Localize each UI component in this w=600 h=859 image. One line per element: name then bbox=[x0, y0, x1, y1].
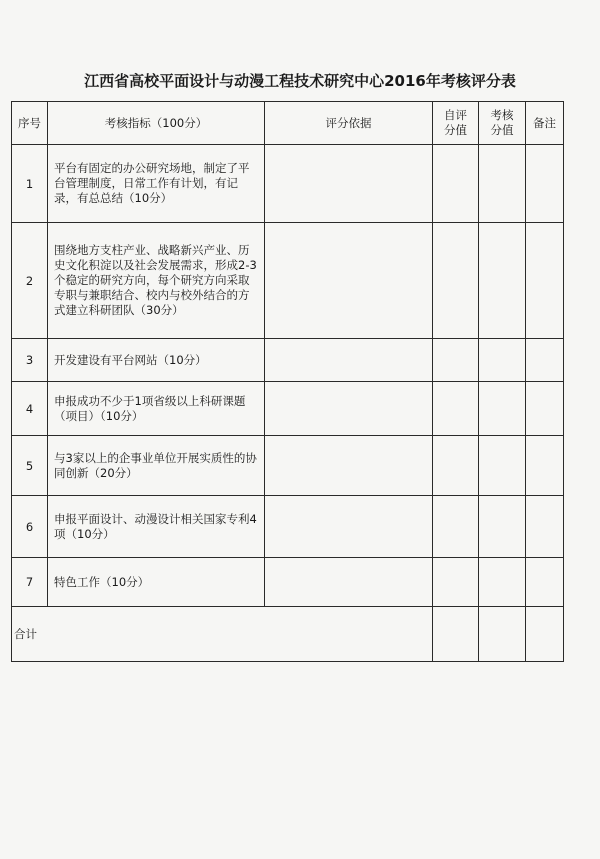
header-review-score-line2: 分值 bbox=[490, 123, 514, 137]
row-basis-cell[interactable] bbox=[265, 339, 433, 382]
row-criteria: 与3家以上的企事业单位开展实质性的协同创新（20分） bbox=[48, 436, 265, 496]
row-remarks-cell[interactable] bbox=[526, 558, 564, 607]
total-row bbox=[12, 607, 564, 662]
total-self-score-cell[interactable] bbox=[433, 607, 479, 662]
row-basis-cell[interactable] bbox=[265, 223, 433, 339]
header-seq: 序号 bbox=[12, 102, 48, 145]
row-review-score-cell[interactable] bbox=[479, 145, 526, 223]
header-row bbox=[12, 102, 564, 145]
row-remarks-cell[interactable] bbox=[526, 223, 564, 339]
table-row bbox=[12, 223, 564, 339]
row-review-score-cell[interactable] bbox=[479, 558, 526, 607]
row-review-score-cell[interactable] bbox=[479, 223, 526, 339]
row-basis-cell[interactable] bbox=[265, 436, 433, 496]
row-seq: 3 bbox=[12, 339, 48, 382]
table-row bbox=[12, 382, 564, 436]
row-review-score-cell[interactable] bbox=[479, 339, 526, 382]
table-row bbox=[12, 558, 564, 607]
header-review-score-line1: 考核 bbox=[490, 108, 514, 122]
row-basis-cell[interactable] bbox=[265, 496, 433, 558]
row-remarks-cell[interactable] bbox=[526, 145, 564, 223]
row-seq: 1 bbox=[12, 145, 48, 223]
row-self-score-cell[interactable] bbox=[433, 223, 479, 339]
header-self-score-line1: 自评 bbox=[444, 108, 467, 122]
header-basis: 评分依据 bbox=[265, 102, 433, 145]
table-row bbox=[12, 436, 564, 496]
row-self-score-cell[interactable] bbox=[433, 145, 479, 223]
table-row bbox=[12, 145, 564, 223]
row-self-score-cell[interactable] bbox=[433, 339, 479, 382]
row-remarks-cell[interactable] bbox=[526, 339, 564, 382]
row-basis-cell[interactable] bbox=[265, 558, 433, 607]
row-seq: 6 bbox=[12, 496, 48, 558]
header-criteria: 考核指标（100分） bbox=[48, 102, 265, 145]
table-row bbox=[12, 339, 564, 382]
total-remarks-cell[interactable] bbox=[526, 607, 564, 662]
row-criteria: 申报平面设计、动漫设计相关国家专利4项（10分） bbox=[48, 496, 265, 558]
row-self-score-cell[interactable] bbox=[433, 436, 479, 496]
row-seq: 2 bbox=[12, 223, 48, 339]
row-criteria: 平台有固定的办公研究场地，制定了平台管理制度，日常工作有计划，有记录，有总总结（10分） bbox=[48, 145, 265, 223]
header-self-score-line2: 分值 bbox=[444, 123, 467, 137]
row-basis-cell[interactable] bbox=[265, 145, 433, 223]
row-self-score-cell[interactable] bbox=[433, 382, 479, 436]
row-self-score-cell[interactable] bbox=[433, 558, 479, 607]
row-criteria: 围绕地方支柱产业、战略新兴产业、历史文化积淀以及社会发展需求，形成2-3个稳定的研究方向，每个研究方向采取专职与兼职结合、校内与校外结合的方式建立科研团队（30分） bbox=[48, 223, 265, 339]
row-criteria: 申报成功不少于1项省级以上科研课题（项目）（10分） bbox=[48, 382, 265, 436]
total-label: 合计 bbox=[12, 607, 433, 662]
total-review-score-cell[interactable] bbox=[479, 607, 526, 662]
row-self-score-cell[interactable] bbox=[433, 496, 479, 558]
form-title: 江西省高校平面设计与动漫工程技术研究中心2016年考核评分表 bbox=[84, 72, 516, 90]
row-seq: 5 bbox=[12, 436, 48, 496]
row-remarks-cell[interactable] bbox=[526, 382, 564, 436]
row-remarks-cell[interactable] bbox=[526, 496, 564, 558]
row-seq: 4 bbox=[12, 382, 48, 436]
row-review-score-cell[interactable] bbox=[479, 436, 526, 496]
table-row bbox=[12, 496, 564, 558]
row-review-score-cell[interactable] bbox=[479, 382, 526, 436]
row-criteria: 开发建设有平台网站（10分） bbox=[48, 339, 265, 382]
row-remarks-cell[interactable] bbox=[526, 436, 564, 496]
row-seq: 7 bbox=[12, 558, 48, 607]
row-review-score-cell[interactable] bbox=[479, 496, 526, 558]
header-review-score bbox=[479, 102, 526, 145]
scoring-table bbox=[11, 101, 564, 662]
row-basis-cell[interactable] bbox=[265, 382, 433, 436]
row-criteria: 特色工作（10分） bbox=[48, 558, 265, 607]
header-self-score bbox=[433, 102, 479, 145]
header-remarks: 备注 bbox=[526, 102, 564, 145]
